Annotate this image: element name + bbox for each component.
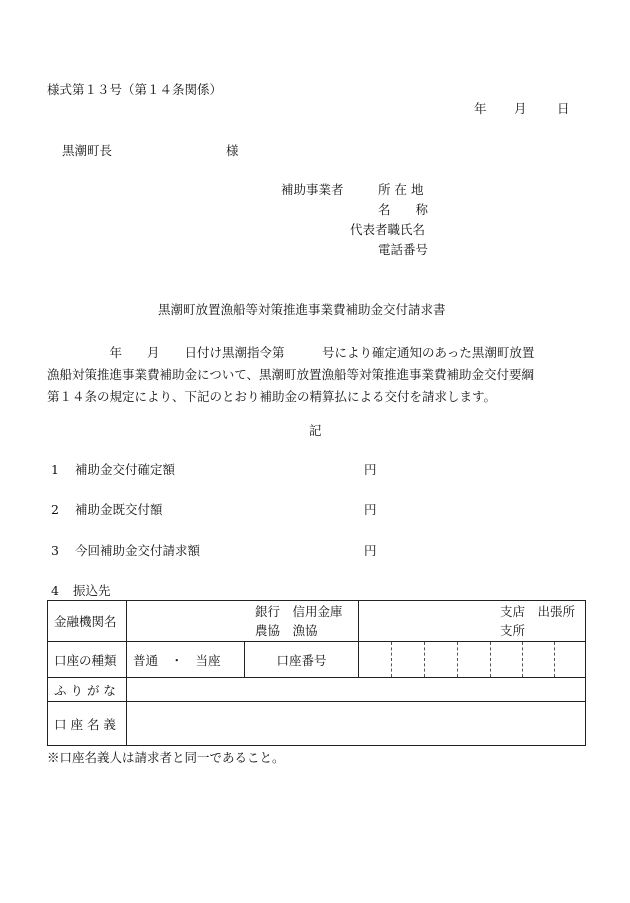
addressee-name: 黒潮町長: [62, 143, 113, 158]
applicant-heading: 補助事業者: [281, 182, 344, 197]
account-digit-1: [359, 642, 392, 678]
furigana-label: ふ り が な: [48, 678, 127, 702]
item-3-number: 3: [51, 543, 59, 558]
date-month: 月: [514, 101, 527, 116]
applicant-representative-label: 代表者職氏名: [350, 222, 426, 237]
note: ※口座名義人は請求者と同一であること。: [47, 750, 285, 765]
transfer-heading: 振込先: [73, 583, 111, 598]
item-1-number: 1: [51, 462, 59, 477]
body-line-1: 年 月 日付け黒潮指令第 号により確定通知のあった黒潮町放置: [47, 345, 535, 360]
body-line-3: 第１４条の規定により、下記のとおり補助金の精算払による交付を請求します。: [47, 389, 497, 404]
furigana-field: [127, 678, 586, 702]
institution-label: 金融機関名: [48, 601, 127, 642]
account-digit-3: [425, 642, 458, 678]
holder-row: [48, 702, 586, 746]
account-row: [48, 642, 586, 678]
addressee-honorific: 様: [226, 143, 239, 158]
bank-types-line1: 銀行 信用金庫: [255, 604, 343, 619]
applicant-name-label: 名 称: [378, 202, 429, 217]
date-year: 年: [474, 101, 487, 116]
bank-types-line2: 農協 漁協: [255, 623, 318, 638]
item-1-unit: 円: [364, 462, 377, 477]
applicant-phone-label: 電話番号: [378, 242, 429, 257]
date-day: 日: [557, 101, 570, 116]
item-2-number: 2: [51, 502, 59, 517]
bank-type-cell: [127, 601, 359, 642]
account-digit-6: [523, 642, 555, 678]
item-1-label: 補助金交付確定額: [75, 462, 176, 477]
branch-types-line1: 支店 出張所: [500, 604, 576, 619]
institution-row: [48, 601, 586, 642]
holder-label: 口 座 名 義: [48, 702, 127, 746]
applicant-address-label: 所 在 地: [378, 182, 424, 197]
branch-type-cell: [359, 601, 586, 642]
item-3-label: 今回補助金交付請求額: [75, 543, 201, 558]
document-title: 黒潮町放置漁船等対策推進事業費補助金交付請求書: [158, 302, 446, 317]
account-digit-4: [458, 642, 491, 678]
account-digit-2: [392, 642, 425, 678]
account-type-label: 口座の種類: [48, 642, 127, 678]
body-paragraph: [47, 342, 592, 408]
branch-types-line2: 支所: [500, 623, 526, 638]
bank-transfer-table: [47, 600, 586, 746]
furigana-row: [48, 678, 586, 702]
transfer-heading-number: 4: [51, 583, 59, 598]
item-3-unit: 円: [364, 543, 377, 558]
account-digit-5: [491, 642, 523, 678]
account-number-label: 口座番号: [245, 642, 359, 678]
holder-field: [127, 702, 586, 746]
item-2-unit: 円: [364, 502, 377, 517]
account-digit-7: [555, 642, 586, 678]
account-type-options: 普通 ・ 当座: [127, 642, 245, 678]
body-line-2: 漁船対策推進事業費補助金について、黒潮町放置漁船等対策推進事業費補助金交付要綱: [47, 367, 535, 382]
ki-heading: 記: [309, 423, 322, 438]
form-number: 様式第１３号（第１４条関係）: [47, 82, 223, 97]
item-2-label: 補助金既交付額: [75, 502, 163, 517]
